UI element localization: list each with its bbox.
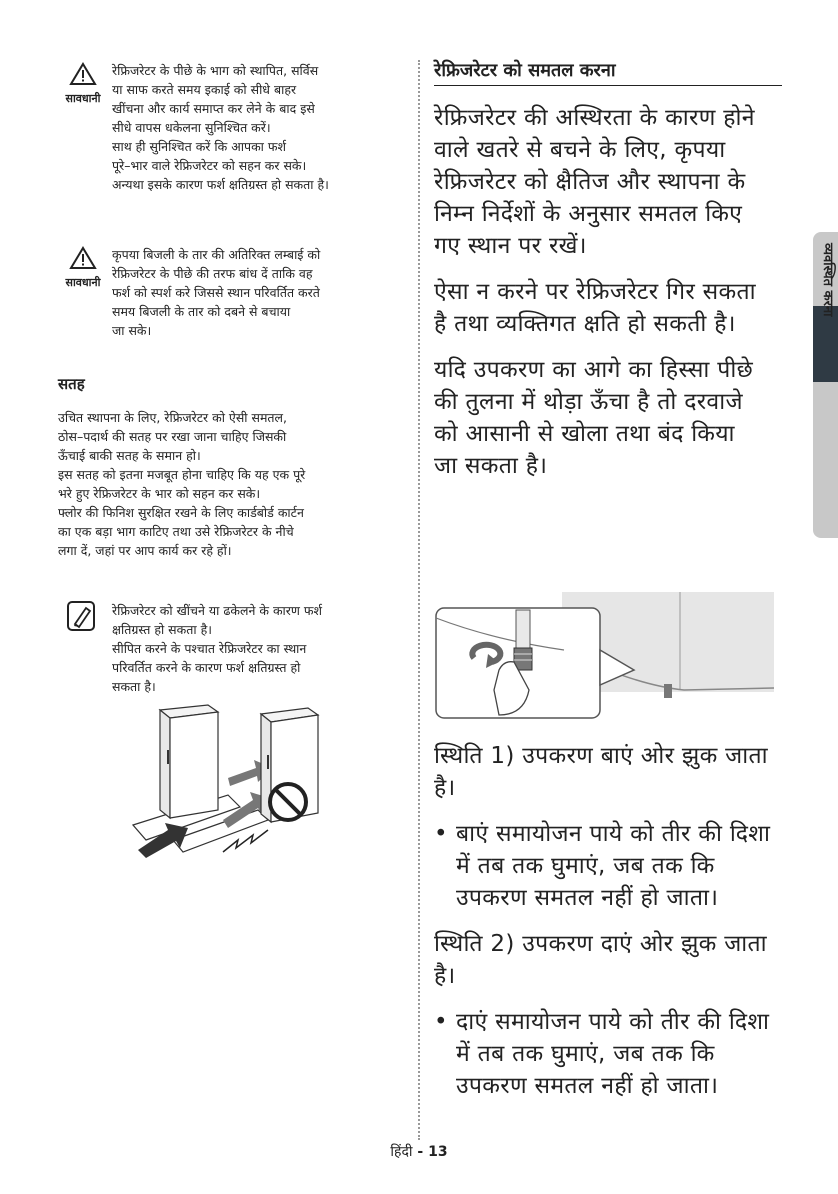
caution2-line: रेफ्रिजरेटर के पीछे की तरफ बांध दें ताकि वह (112, 266, 313, 281)
page-footer (0, 1142, 838, 1161)
caution1-line: या साफ करते समय इकाई को सीधे बाहर (112, 82, 297, 97)
note-line: क्षतिग्रस्त हो सकता है। (112, 622, 212, 637)
leveling-instructions (434, 740, 774, 1116)
surface-line: भरे हुए रेफ्रिजरेटर के भार को सहन कर सके। (58, 486, 261, 501)
note-pencil-icon (66, 600, 96, 632)
leveling-foot-illustration (434, 590, 779, 735)
surface-line: ठोस–पदार्थ की सतह पर रखा जाना चाहिए जिसकी (58, 429, 287, 444)
warning-triangle-icon (69, 246, 97, 270)
surface-text (58, 408, 403, 560)
caution2-line: फर्श को स्पर्श करे जिससे स्थान परिवर्तित करते (112, 285, 320, 300)
note-line: सकता है। (112, 679, 156, 694)
caution2-line: जा सके। (112, 323, 152, 338)
para-front-higher: यदि उपकरण का आगे का हिस्सा पीछे की तुलना में थोड़ा ऊँचा है तो दरवाजे को आसानी से खोला तथा बंद किया जा सकता है। (434, 357, 754, 479)
para-leveling-intro: रेफ्रिजरेटर की अस्थिरता के कारण होने वाले खतरे से बचने के लिए, कृपया रेफ्रिजरेटर को क्षैतिज और स्थापना के निम्न निर्देशों के अनुसार समतल किए गए स्थान पर रखें। (434, 105, 755, 259)
caution-label: सावधानी (65, 92, 101, 105)
caution1-line: रेफ्रिजरेटर के पीछे के भाग को स्थापित, सर्विस (112, 63, 319, 78)
surface-line: उचित स्थापना के लिए, रेफ्रिजरेटर को ऐसी समतल, (58, 410, 287, 425)
caution-text-1 (112, 61, 402, 194)
caution2-line: कृपया बिजली के तार की अतिरिक्त लम्बाई को (112, 247, 321, 262)
caution1-line: पूरे–भार वाले रेफ्रिजरेटर को सहन कर सके। (112, 158, 307, 173)
right-body (434, 102, 762, 496)
surface-line: का एक बड़ा भाग काटिए तथा उसे रेफ्रिजरेटर के नीचे (58, 524, 294, 539)
column-divider (418, 60, 420, 1140)
case1-text: स्थिति 1) उपकरण बाएं ओर झुक जाता है। (434, 743, 768, 801)
footer-sep: - (412, 1144, 429, 1160)
caution1-line: अन्यथा इसके कारण फर्श क्षतिग्रस्त हो सकता है। (112, 177, 329, 192)
note-text (112, 601, 402, 696)
side-tab-label: व्यवस्थित करना (820, 243, 835, 317)
note-line: रेफ्रिजरेटर को खींचने या ढकेलने के कारण फर्श (112, 603, 323, 618)
warning-triangle-icon (69, 62, 97, 86)
surface-line: फ्लोर की फिनिश सुरक्षित रखने के लिए कार्डबोर्ड कार्टन (58, 505, 304, 520)
footer-lang: हिंदी (390, 1144, 413, 1160)
note-line: परिवर्तित करने के कारण फर्श क्षतिग्रस्त हो (112, 660, 301, 675)
section-heading: रेफ्रिजरेटर को समतल करना (434, 58, 782, 86)
caution2-line: समय बिजली के तार को दबने से बचाया (112, 304, 291, 319)
surface-heading: सतह (58, 375, 85, 393)
caution1-line: सीधे वापस धकेलना सुनिश्चित करें। (112, 120, 271, 135)
caution-text-2 (112, 245, 402, 340)
surface-line: ऊँचाई बाकी सतह के समान हो। (58, 448, 201, 463)
case2-bullet: • दाएं समायोजन पाये को तीर की दिशा में तब तक घुमाएं, जब तक कि उपकरण समतल नहीं हो जाता। (434, 1006, 774, 1102)
fridge-moving-illustration (128, 700, 398, 860)
case1-bullet: • बाएं समायोजन पाये को तीर की दिशा में तब तक घुमाएं, जब तक कि उपकरण समतल नहीं हो जाता। (434, 818, 774, 914)
note-line: सीपित करने के पश्चात रेफ्रिजरेटर का स्थान (112, 641, 307, 656)
caution-label: सावधानी (65, 276, 101, 289)
caution1-line: खींचना और कार्य समाप्त कर लेने के बाद इसे (112, 101, 315, 116)
page-number: 13 (428, 1144, 448, 1160)
surface-line: इस सतह को इतना मजबूत होना चाहिए कि यह एक पूरे (58, 467, 306, 482)
case2-text: स्थिति 2) उपकरण दाएं ओर झुक जाता है। (434, 931, 767, 989)
surface-line: लगा दें, जहां पर आप कार्य कर रहे हों। (58, 543, 232, 558)
caution-block-1-icon (58, 62, 108, 106)
caution1-line: साथ ही सुनिश्चित करें कि आपका फर्श (112, 139, 287, 154)
para-warning-fall: ऐसा न करने पर रेफ्रिजरेटर गिर सकता है तथा व्यक्तिगत क्षति हो सकती है। (434, 279, 756, 337)
caution-block-2-icon (58, 246, 108, 290)
